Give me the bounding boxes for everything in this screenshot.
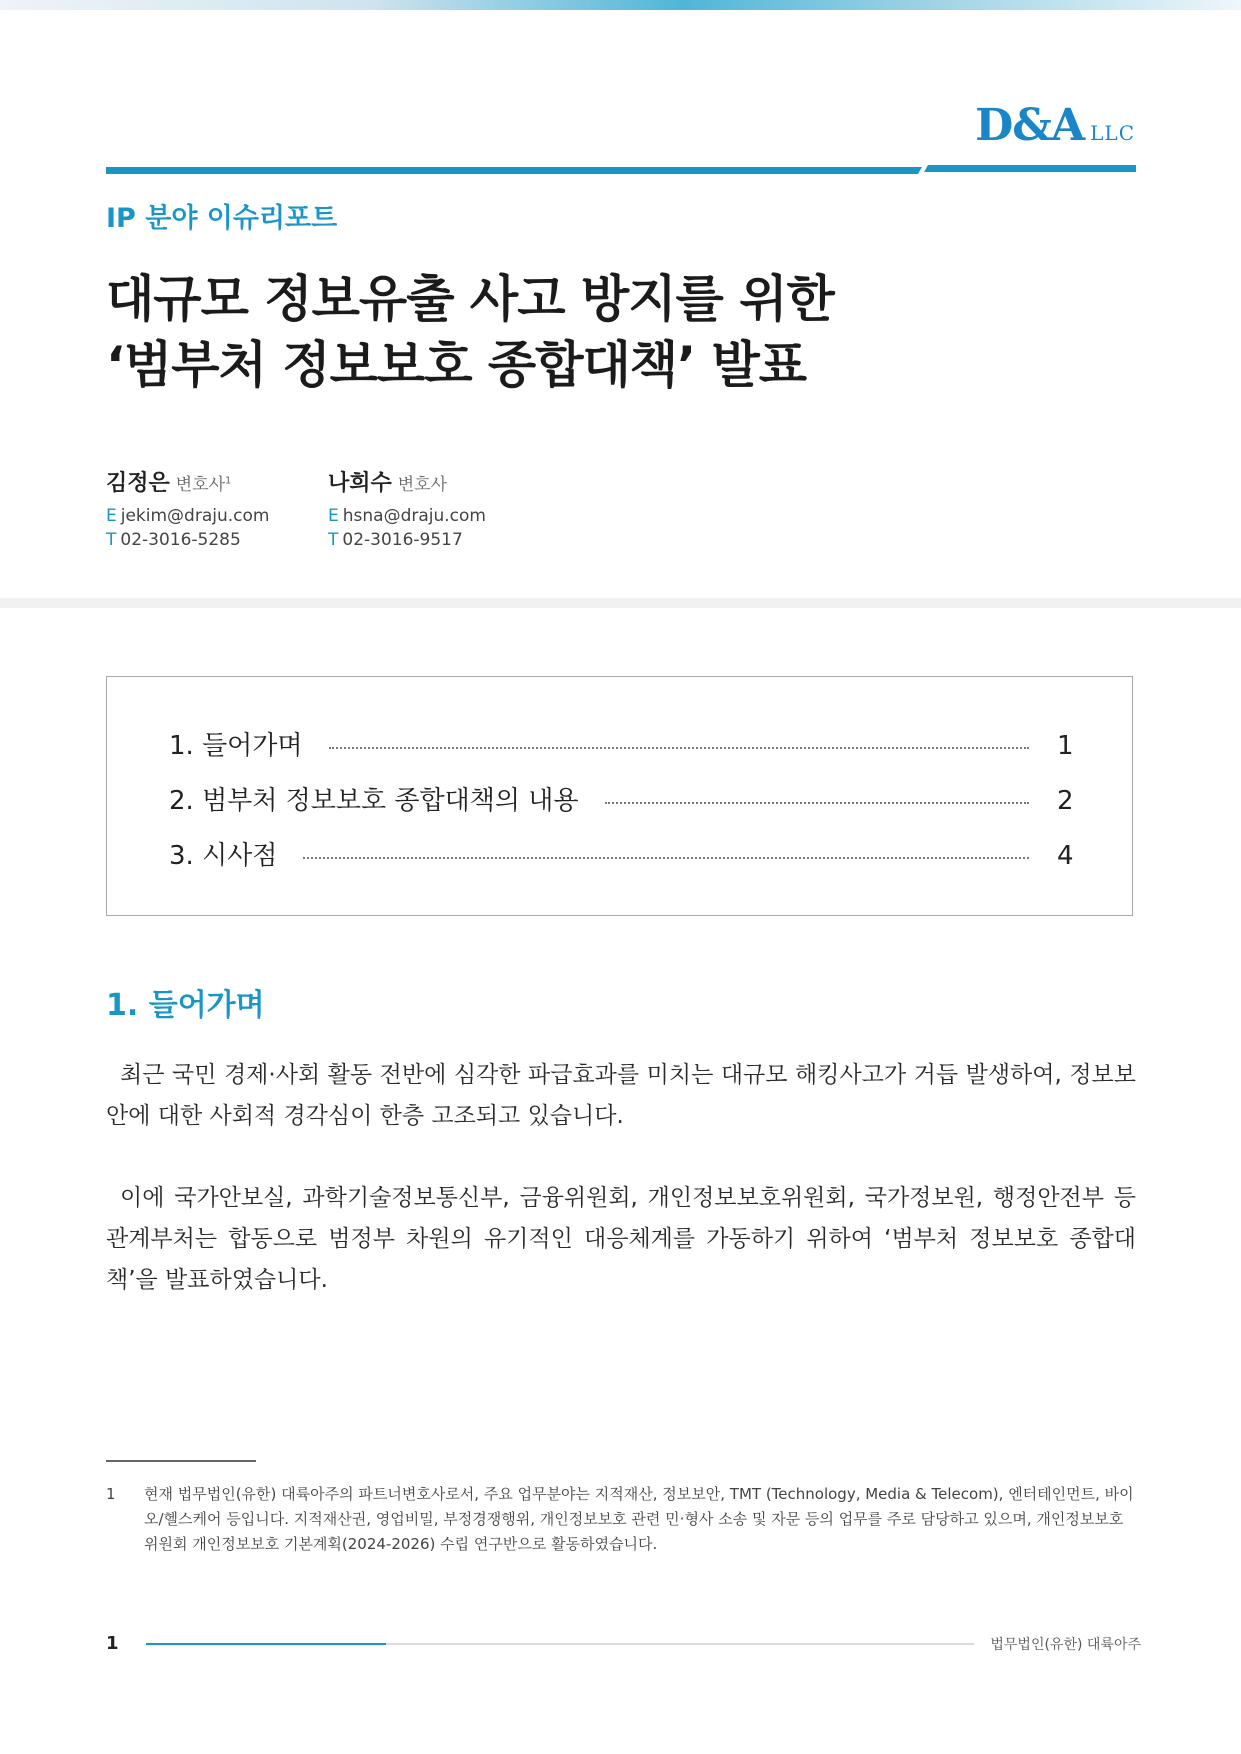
footnote-ref[interactable]: 1 [225, 475, 232, 487]
toc-label: 3. 시사점 [169, 841, 278, 871]
toc-label: 2. 범부처 정보보호 종합대책의 내용 [169, 786, 579, 816]
author-email: E hsna@draju.com [328, 506, 486, 526]
author-card [106, 466, 270, 550]
author-phone: T 02-3016-9517 [328, 530, 463, 550]
body-paragraph: 최근 국민 경제·사회 활동 전반에 심각한 파급효과를 미치는 대규모 해킹사고가 거듭 발생하여, 정보보안에 대한 사회적 경각심이 한층 고조되고 있습니다. [106, 1062, 1136, 1129]
header-rule [106, 164, 1136, 176]
email-link[interactable]: jekim@draju.com [120, 506, 270, 526]
top-gradient-bar [0, 0, 1241, 10]
toc-page: 1 [1057, 731, 1074, 761]
page-number: 1 [106, 1633, 119, 1654]
toc-page: 4 [1057, 841, 1074, 871]
toc-leader [329, 747, 1029, 749]
email-link[interactable]: hsna@draju.com [342, 506, 486, 526]
title-line-1: 대규모 정보유출 사고 방지를 위한 [106, 270, 834, 328]
toc-leader [303, 857, 1029, 859]
logo-mark: D&A [975, 100, 1085, 151]
footer-rule [146, 1643, 974, 1645]
footnote-text: 현재 법무법인(유한) 대륙아주의 파트너변호사로서, 주요 업무분야는 지적재산, 정보보안, TMT (Technology, Media & Telecom), 엔터테인먼트, 바이오/헬스케어 등입니다. 지적재산권, 영업비밀, 부정경쟁행위, 개인정보보호 관련 민·형사 소송 및 자문 등의 업무를 주로 담당하고 있으며, 개인정보보호위원회 개인정보보호 기본계획(2024-2026) 수립 연구반으로 활동하였습니다. [144, 1485, 1134, 1553]
body-paragraph: 이에 국가안보실, 과학기술정보통신부, 금융위원회, 개인정보보호위원회, 국가정보원, 행정안전부 등 관계부처는 합동으로 범정부 차원의 유기적인 대응체계를 가동하기 위하여 ‘범부처 정보보호 종합대책’을 발표하였습니다. [106, 1185, 1136, 1293]
report-category: IP 분야 이슈리포트 [106, 203, 338, 234]
author-card [328, 466, 486, 550]
toc-item-contents[interactable] [169, 780, 1074, 817]
title-line-2: ‘범부처 정보보호 종합대책’ 발표 [106, 336, 807, 394]
table-of-contents [106, 676, 1133, 916]
toc-leader [605, 802, 1030, 804]
footnote-rule [106, 1460, 256, 1462]
toc-item-implications[interactable] [169, 835, 1074, 872]
section-divider [0, 598, 1241, 608]
author-email: E jekim@draju.com [106, 506, 270, 526]
footnote-number: 1 [106, 1485, 116, 1503]
author-role: 변호사$^1$ [175, 475, 232, 495]
toc-label: 1. 들어가며 [169, 731, 303, 761]
document-title [106, 266, 1126, 398]
section-heading: 1. 들어가며 [106, 988, 265, 1023]
author-name: 김정은 [106, 471, 170, 496]
firm-logo [975, 100, 1135, 151]
toc-page: 2 [1057, 786, 1074, 816]
toc-item-intro[interactable] [169, 725, 1074, 762]
logo-suffix: LLC [1090, 121, 1135, 145]
footnote [106, 1482, 1136, 1557]
firm-name: 법무법인(유한) 대륙아주 [990, 1637, 1141, 1653]
author-role: 변호사 [397, 475, 448, 495]
author-name: 나희수 [328, 471, 392, 496]
author-phone: T 02-3016-5285 [106, 530, 241, 550]
